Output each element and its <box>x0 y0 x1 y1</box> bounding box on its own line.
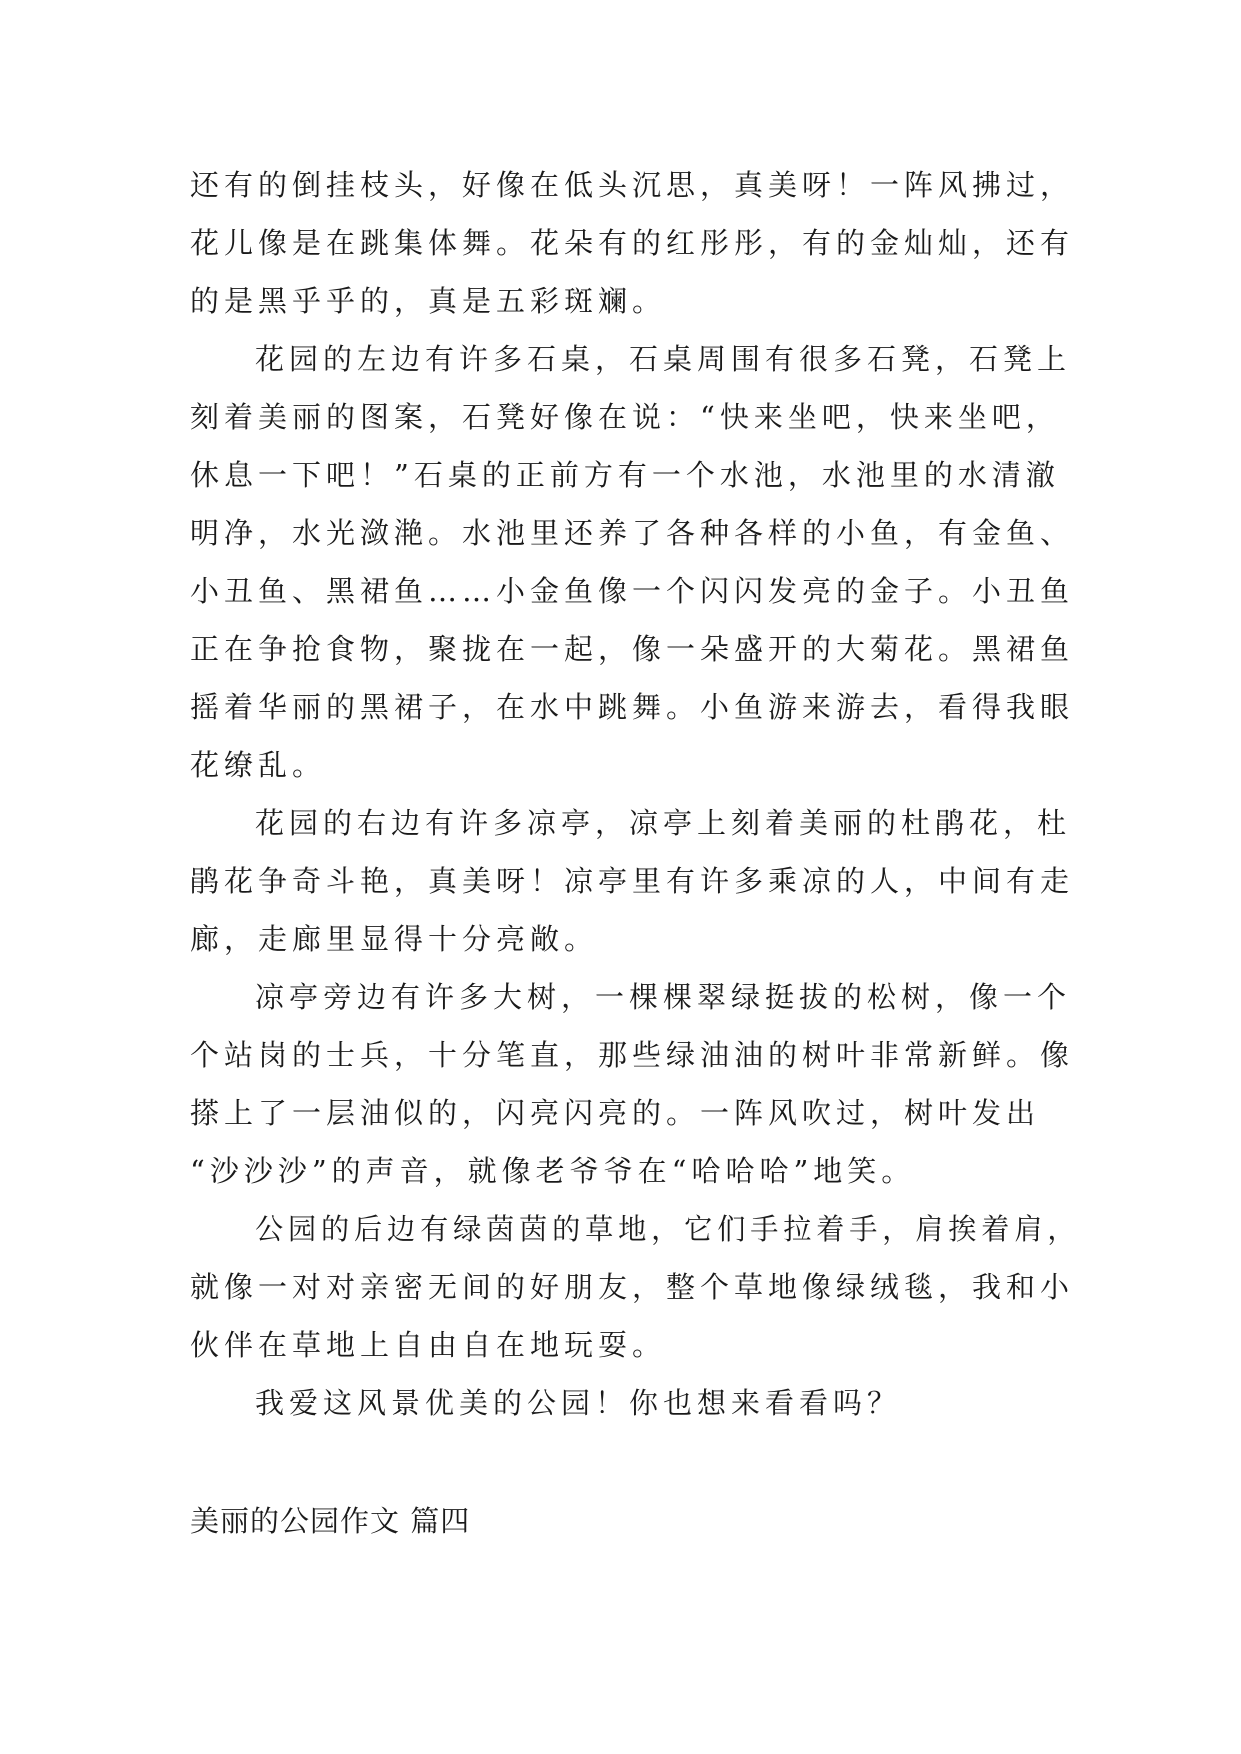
paragraph-start-line: 花园的左边有许多石桌，石桌周围有很多石凳，石凳上 <box>255 342 1072 376</box>
paragraph-start-line: 花园的右边有许多凉亭，凉亭上刻着美丽的杜鹃花，杜 <box>255 806 1072 840</box>
text-line: 的是黑乎乎的，真是五彩斑斓。 <box>190 284 667 318</box>
text-line: 搽上了一层油似的，闪亮闪亮的。一阵风吹过，树叶发出 <box>190 1096 1041 1130</box>
text-line: 就像一对对亲密无间的好朋友，整个草地像绿绒毯，我和小 <box>190 1270 1075 1304</box>
paragraph-start-line: 公园的后边有绿茵茵的草地，它们手拉着手，肩挨着肩， <box>255 1212 1081 1246</box>
paragraph-start-line: 我爱这风景优美的公园！你也想来看看吗？ <box>255 1386 902 1420</box>
section-heading: 美丽的公园作文 篇四 <box>190 1504 471 1538</box>
text-line: 还有的倒挂枝头，好像在低头沉思，真美呀！一阵风拂过， <box>190 168 1075 202</box>
text-line: 鹃花争奇斗艳，真美呀！凉亭里有许多乘凉的人，中间有走 <box>190 864 1075 898</box>
text-line: 花儿像是在跳集体舞。花朵有的红彤彤，有的金灿灿，还有 <box>190 226 1075 260</box>
text-line: 伙伴在草地上自由自在地玩耍。 <box>190 1328 667 1362</box>
text-line: 个站岗的士兵，十分笔直，那些绿油油的树叶非常新鲜。像 <box>190 1038 1075 1072</box>
text-line: 正在争抢食物，聚拢在一起，像一朵盛开的大菊花。黑裙鱼 <box>190 632 1075 666</box>
text-line: “沙沙沙”的声音，就像老爷爷在“哈哈哈”地笑。 <box>190 1154 916 1188</box>
text-line: 明净，水光潋滟。水池里还养了各种各样的小鱼，有金鱼、 <box>190 516 1075 550</box>
text-line: 休息一下吧！”石桌的正前方有一个水池，水池里的水清澈 <box>190 458 1060 492</box>
paragraph-start-line: 凉亭旁边有许多大树，一棵棵翠绿挺拔的松树，像一个 <box>255 980 1072 1014</box>
text-line: 花缭乱。 <box>190 748 327 782</box>
text-line: 摇着华丽的黑裙子，在水中跳舞。小鱼游来游去，看得我眼 <box>190 690 1075 724</box>
text-line: 廊，走廊里显得十分亮敞。 <box>190 922 599 956</box>
text-line: 刻着美丽的图案，石凳好像在说：“快来坐吧，快来坐吧， <box>190 400 1060 434</box>
text-line: 小丑鱼、黑裙鱼……小金鱼像一个闪闪发亮的金子。小丑鱼 <box>190 574 1075 608</box>
